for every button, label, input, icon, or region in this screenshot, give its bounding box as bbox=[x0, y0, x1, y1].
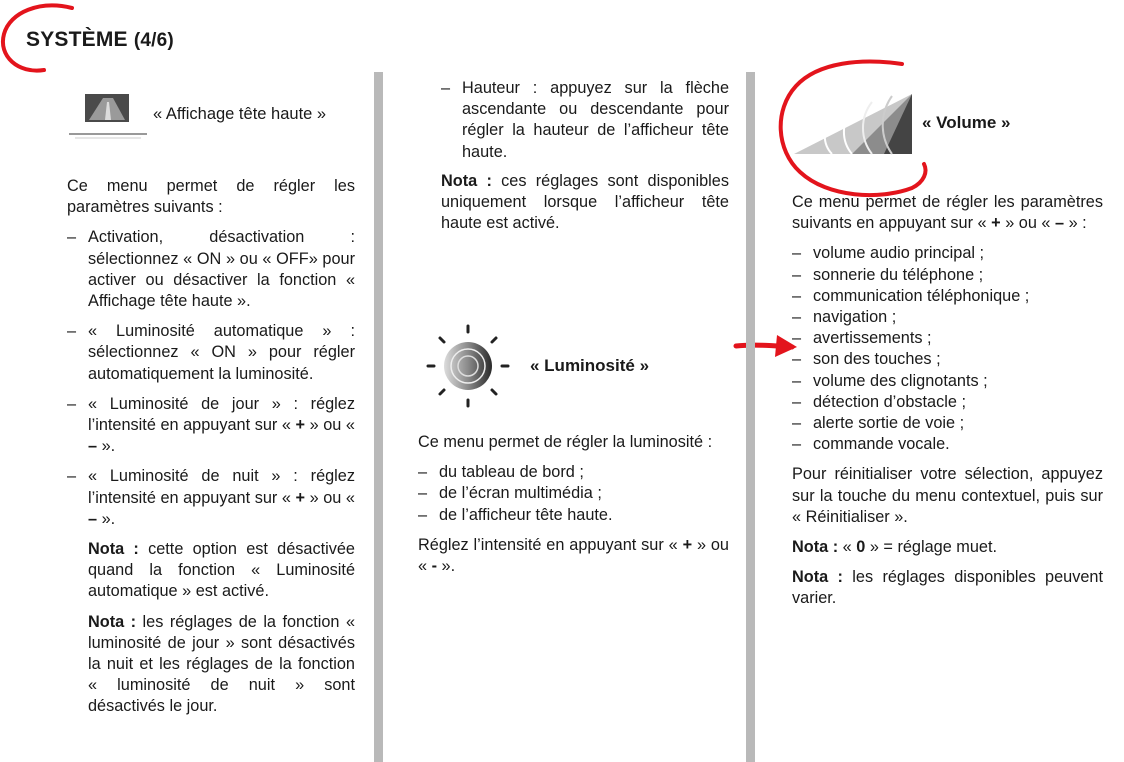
brightness-section bbox=[418, 322, 729, 586]
note-text: cette option est désactivée quand la fonction « Luminosité automatique » est activé. bbox=[88, 540, 355, 601]
page-title bbox=[26, 28, 174, 52]
volume-item: – détection d’obstacle ; bbox=[792, 392, 1103, 413]
column-brightness bbox=[441, 78, 729, 243]
note-label: Nota : bbox=[441, 171, 492, 190]
volume-reset-text: Pour réinitialiser votre sélection, appuyez sur la touche du menu contextuel, puis sur « Réinitialiser ». bbox=[792, 465, 1103, 526]
night-end-text: ». bbox=[101, 509, 116, 528]
note-label: Nota : bbox=[792, 538, 839, 557]
night-text: « Luminosité de nuit » : réglez l’intensité en appuyant sur « bbox=[88, 467, 355, 507]
volume-item: – commande vocale. bbox=[792, 434, 1103, 455]
volume-note-vary bbox=[792, 567, 1103, 609]
day-or-text: » ou « bbox=[309, 416, 355, 435]
hud-note-auto bbox=[67, 539, 355, 603]
head-up-display-icon bbox=[67, 88, 149, 142]
column-divider-left bbox=[374, 72, 383, 762]
note-label: Nota : bbox=[792, 568, 843, 587]
hud-intro-text: Ce menu permet de régler les paramètres suivants : bbox=[67, 177, 355, 217]
page-indicator: (4/6) bbox=[133, 30, 174, 51]
note-label: Nota : bbox=[88, 540, 139, 559]
brightness-intro-text: Ce menu permet de régler la luminosité : bbox=[418, 433, 713, 451]
intro-or-text: » ou « bbox=[1005, 214, 1051, 233]
minus-symbol: - bbox=[431, 557, 438, 576]
note-text: » = réglage muet. bbox=[869, 538, 998, 557]
volume-list bbox=[792, 243, 1103, 455]
volume-item-navigation: – navigation ; bbox=[792, 307, 1103, 328]
volume-item: – volume des clignotants ; bbox=[792, 371, 1103, 392]
volume-icon bbox=[792, 88, 914, 158]
zero-symbol: 0 bbox=[856, 538, 866, 557]
volume-item: – alerte sortie de voie ; bbox=[792, 413, 1103, 434]
brightness-item: – de l’afficheur tête haute. bbox=[418, 505, 729, 526]
day-end-text: ». bbox=[101, 437, 116, 456]
volume-intro-text bbox=[792, 192, 1103, 234]
brightness-icon bbox=[418, 322, 518, 410]
brightness-section-header bbox=[418, 322, 729, 410]
hud-item-height: – Hauteur : appuyez sur la flèche ascendante ou descendante pour régler la hauteur de l’afficheur tête haute. bbox=[441, 78, 729, 163]
minus-symbol: – bbox=[88, 509, 98, 528]
adjust-or-text: » ou « bbox=[418, 535, 729, 576]
adjust-text: Réglez l’intensité en appuyant sur « bbox=[418, 535, 678, 554]
plus-symbol: + bbox=[295, 488, 306, 507]
height-list bbox=[441, 78, 729, 163]
volume-section-header bbox=[792, 88, 1103, 158]
note-text: ces réglages sont disponibles uniquement lorsque l’afficheur tête haute est activé. bbox=[441, 171, 729, 233]
intro-text: Ce menu permet de régler les paramètres suivants en appuyant sur « bbox=[792, 193, 1103, 233]
night-or-text: » ou « bbox=[309, 488, 355, 507]
volume-item: – communication téléphonique ; bbox=[792, 286, 1103, 307]
hud-section-header bbox=[67, 88, 355, 142]
plus-symbol: + bbox=[295, 416, 306, 435]
hud-note-day-night bbox=[67, 612, 355, 718]
note-text: « bbox=[842, 538, 852, 557]
hud-section-title: « Affichage tête haute » bbox=[153, 105, 327, 124]
plus-symbol: + bbox=[682, 535, 693, 554]
plus-symbol: + bbox=[991, 214, 1001, 233]
minus-symbol: – bbox=[88, 437, 98, 456]
brightness-item: – du tableau de bord ; bbox=[418, 462, 729, 483]
page-title-text: SYSTÈME bbox=[26, 28, 128, 51]
hud-item-day-brightness bbox=[67, 394, 355, 458]
hud-item-auto-brightness: – « Luminosité automatique » : sélectionnez « ON » pour régler automatiquement la luminosité. bbox=[67, 321, 355, 385]
day-text: « Luminosité de jour » : réglez l’intensité en appuyant sur « bbox=[88, 394, 355, 435]
volume-item: – volume audio principal ; bbox=[792, 243, 1103, 264]
brightness-section-title: « Luminosité » bbox=[530, 356, 650, 376]
height-note bbox=[441, 171, 729, 235]
note-text: les réglages de la fonction « luminosité de jour » sont désactivés la nuit et les réglages de la fonction « luminosité de nuit » sont désactivés le jour. bbox=[88, 612, 356, 716]
volume-item: – avertissements ; bbox=[792, 328, 1103, 349]
intro-end-text: » : bbox=[1068, 214, 1087, 233]
minus-symbol: – bbox=[1055, 214, 1065, 233]
note-text: les réglages disponibles peuvent varier. bbox=[792, 568, 1103, 608]
brightness-item: – de l’écran multimédia ; bbox=[418, 483, 729, 504]
hud-settings-list bbox=[67, 227, 355, 530]
brightness-list bbox=[418, 462, 729, 526]
volume-item: – son des touches ; bbox=[792, 349, 1103, 370]
volume-section-title: « Volume » bbox=[922, 113, 1011, 133]
brightness-adjust-text bbox=[418, 535, 729, 577]
note-label: Nota : bbox=[88, 612, 137, 631]
column-head-up-display bbox=[67, 88, 355, 727]
hud-item-night-brightness bbox=[67, 466, 355, 530]
volume-item: – sonnerie du téléphone ; bbox=[792, 265, 1103, 286]
volume-note-mute bbox=[792, 537, 1103, 558]
hud-item-activation: – Activation, désactivation : sélectionnez « ON » ou « OFF» pour activer ou désactiver la fonction « Affichage tête haute ». bbox=[67, 227, 355, 312]
column-divider-right bbox=[746, 72, 755, 762]
column-volume bbox=[792, 88, 1103, 619]
adjust-end-text: ». bbox=[441, 557, 456, 576]
